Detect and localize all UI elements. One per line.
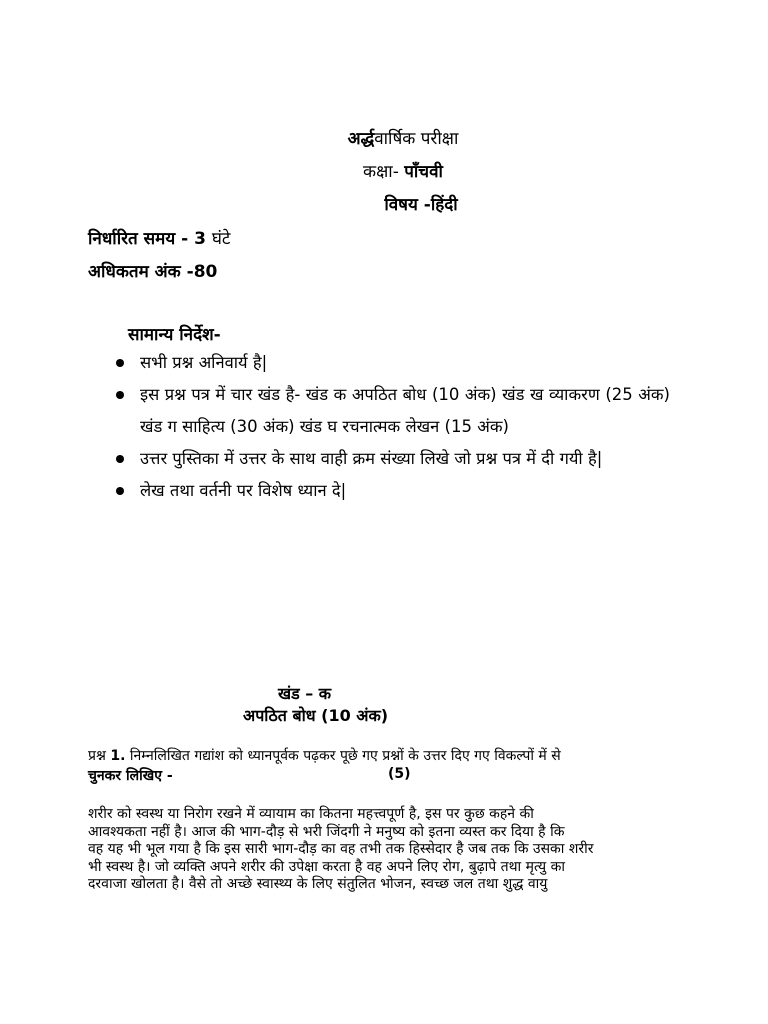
instruction-item: सभी प्रश्न अनिवार्य है| xyxy=(110,347,670,379)
max-marks: अधिकतम अंक -80 xyxy=(88,262,218,282)
question-1-line1 xyxy=(88,746,561,765)
question-marks: (5) xyxy=(388,766,411,782)
instructions-list xyxy=(110,347,670,507)
bullet-icon xyxy=(116,359,124,367)
exam-title xyxy=(0,126,768,149)
time-unit: घंटे xyxy=(211,229,231,249)
instruction-item: उत्तर पुस्तिका में उत्तर के साथ वाही क्रम संख्या लिखे जो प्रश्न पत्र में दी गयी है| xyxy=(110,443,670,475)
time-label: निर्धारित समय - 3 xyxy=(88,229,212,249)
instruction-item: लेख तथा वर्तनी पर विशेष ध्यान दे| xyxy=(110,475,670,507)
class-label: कक्षा- xyxy=(363,162,405,182)
passage-line: आवश्यकता नहीं है। आज की भाग-दौड़ से भरी जिंदगी ने मनुष्य को इतना व्यस्त कर दिया है कि xyxy=(88,823,565,840)
time-line xyxy=(88,226,230,249)
section-a-title: खंड – क xyxy=(278,684,332,703)
question-text: निम्नलिखित गद्यांश को ध्यानपूर्वक पढ़कर पूछे गए प्रश्नों के उत्तर दिए गए विकल्पों में से xyxy=(125,748,561,764)
bullet-icon xyxy=(116,391,124,399)
bullet-icon xyxy=(116,455,124,463)
passage-line: भी स्वस्थ है। जो व्यक्ति अपने शरीर की उपेक्षा करता है वह अपने लिए रोग, बुढ़ापे तथा मृत्यु का xyxy=(88,858,566,875)
question-label: प्रश्न xyxy=(88,748,111,764)
instruction-item: इस प्रश्न पत्र में चार खंड है- खंड क अपठित बोध (10 अंक) खंड ख व्याकरण (25 अंक) खंड ग साहित्य (30 अंक) खंड घ रचनात्मक लेखन (15 अंक) xyxy=(110,379,670,443)
exam-title-bold: अर्द्ध xyxy=(347,129,375,149)
passage-line: दरवाजा खोलता है। वैसे तो अच्छे स्वास्थ्य के लिए संतुलित भोजन, स्वच्छ जल तथा शुद्ध वायु xyxy=(88,876,548,892)
passage xyxy=(88,806,688,894)
class-value: पाँचवी xyxy=(404,162,443,182)
class-line xyxy=(0,159,768,182)
question-number: 1. xyxy=(110,748,126,764)
section-a-subtitle: अपठित बोध (10 अंक) xyxy=(243,706,389,725)
instructions-heading: सामान्य निर्देश- xyxy=(128,325,221,345)
exam-title-rest: वार्षिक परीक्षा xyxy=(374,129,459,149)
subject-line: विषय -हिंदी xyxy=(384,195,458,215)
passage-line: वह यह भी भूल गया है कि इस सारी भाग-दौड़ का वह तभी तक हिस्सेदार है जब तक कि उसका शरीर xyxy=(88,841,594,857)
passage-line: शरीर को स्वस्थ या निरोग रखने में व्यायाम का कितना महत्त्वपूर्ण है, इस पर कुछ कहने की xyxy=(88,806,534,822)
question-1-line2 xyxy=(88,766,173,785)
bullet-icon xyxy=(116,487,124,495)
question-text-line2: चुनकर लिखिए - xyxy=(88,768,173,784)
